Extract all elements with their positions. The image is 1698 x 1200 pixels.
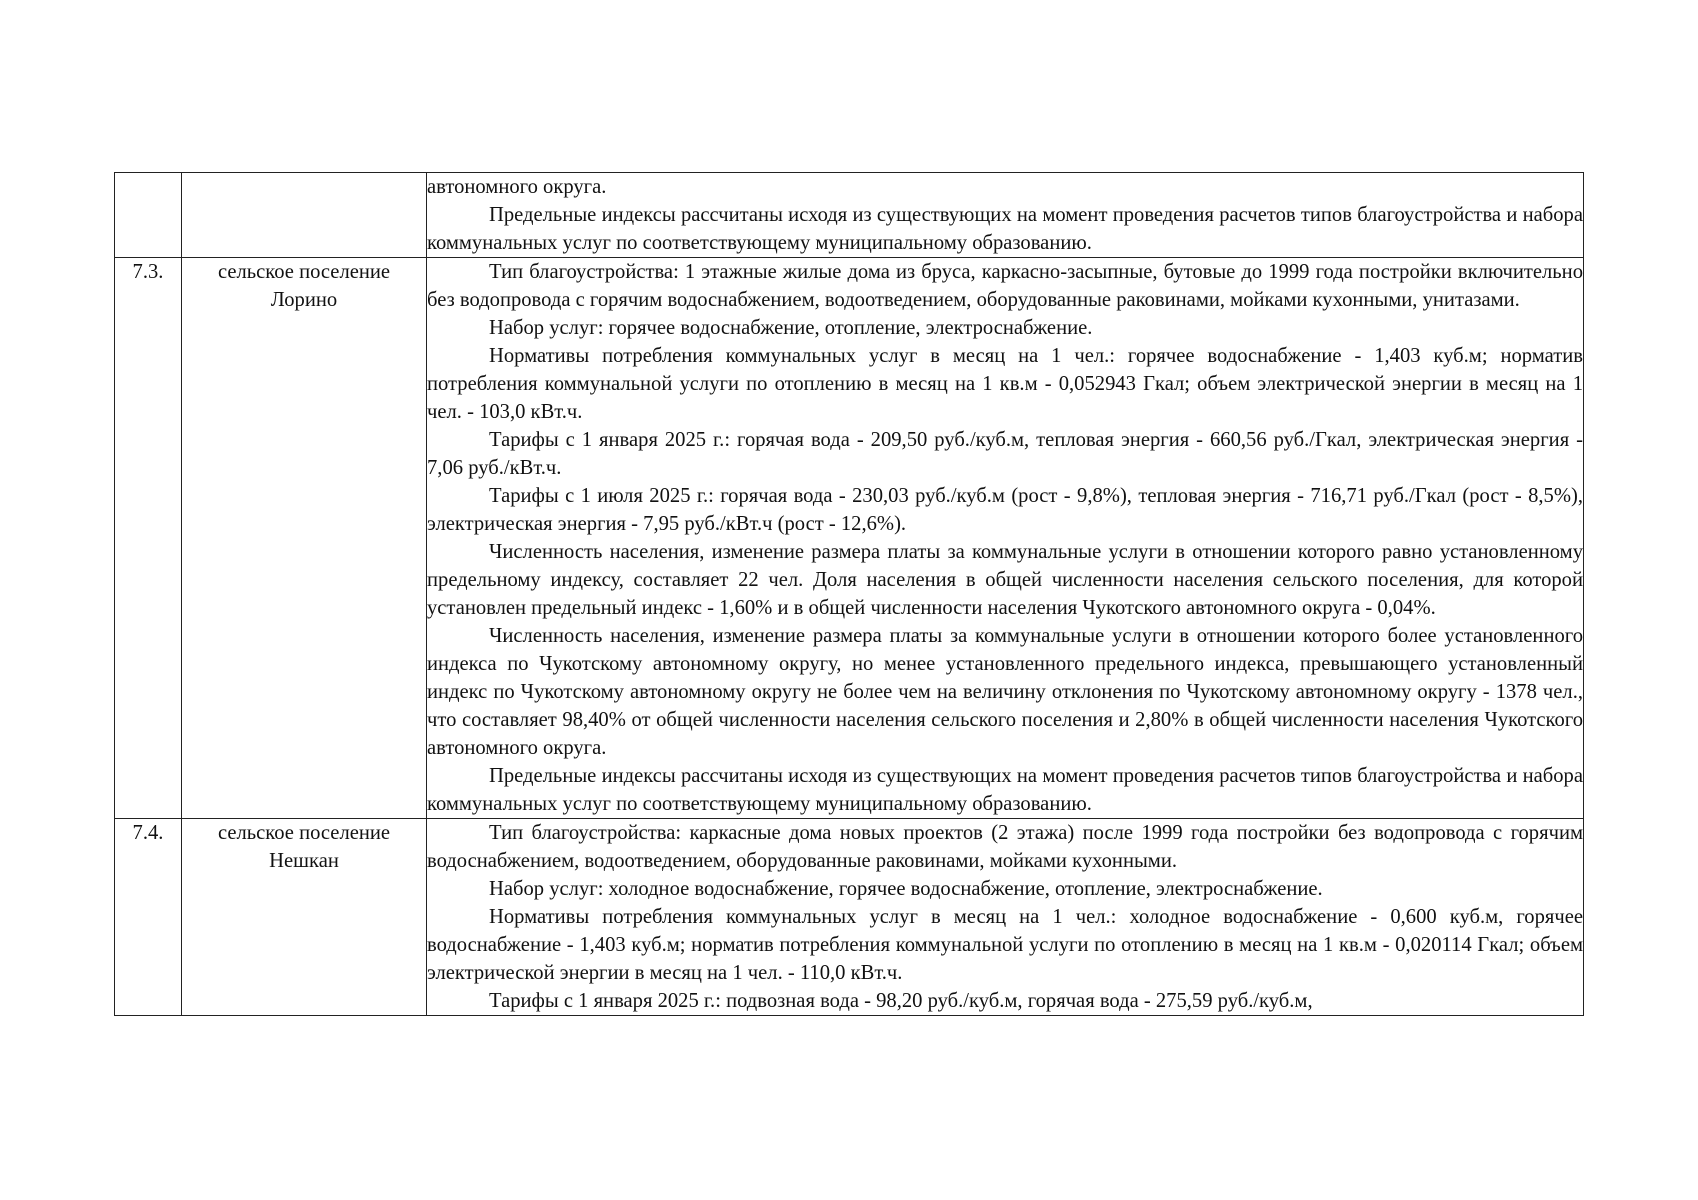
settlement-name-line: сельское поселение [217, 822, 391, 844]
paragraph: Предельные индексы рассчитаны исходя из существующих на момент проведения расчетов типов благоустройства и набора коммунальных услуг по соответствующему муниципальному образованию. [427, 204, 1583, 254]
table-row [115, 258, 1584, 819]
row-number: 7.4. [115, 819, 182, 1016]
document-table [114, 172, 1584, 1016]
paragraph: Предельные индексы рассчитаны исходя из существующих на момент проведения расчетов типов благоустройства и набора коммунальных услуг по соответствующему муниципальному образованию. [427, 765, 1583, 815]
paragraph: Тарифы с 1 января 2025 г.: подвозная вода - 98,20 руб./куб.м, горячая вода - 275,59 руб./куб.м, [489, 990, 1313, 1012]
paragraph: Нормативы потребления коммунальных услуг в месяц на 1 чел.: холодное водоснабжение - 0,600 куб.м, горячее водоснабжение - 1,403 куб.м; норматив потребления коммунальной услуги по отоплению в месяц на 1 кв.м - 0,020114 Гкал; объем электрической энергии в месяц на 1 чел. - 110,0 кВт.ч. [427, 906, 1583, 984]
description-cell [427, 258, 1584, 819]
settlement-name [182, 173, 427, 258]
settlement-name [182, 819, 427, 1016]
paragraph: Численность населения, изменение размера платы за коммунальные услуги в отношении которого более установленного индекса по Чукотскому автономному округу, но менее установленного предельного индекса, превышающего установленный индекс по Чукотскому автономному округу не более чем на величину отклонения по Чукотскому автономному округу - 1378 чел., что составляет 98,40% от общей численности населения сельского поселения и 2,80% в общей численности населения Чукотского автономного округа. [427, 625, 1583, 759]
description-cell [427, 819, 1584, 1016]
paragraph: Тарифы с 1 января 2025 г.: горячая вода - 209,50 руб./куб.м, тепловая энергия - 660,56 руб./Гкал, электрическая энергия - 7,06 руб./кВт.ч. [427, 429, 1583, 479]
paragraph: автономного округа. [427, 176, 607, 198]
paragraph: Тип благоустройства: каркасные дома новых проектов (2 этажа) после 1999 года постройки без водопровода с горячим водоснабжением, водоотведением, оборудованные раковинами, мойками кухонными. [427, 822, 1583, 872]
description-cell [427, 173, 1584, 258]
row-number: 7.3. [115, 258, 182, 819]
settlement-name-line: Нешкан [269, 850, 339, 872]
paragraph: Тип благоустройства: 1 этажные жилые дома из бруса, каркасно-засыпные, бутовые до 1999 года постройки включительно без водопровода с горячим водоснабжением, водоотведением, оборудованные раковинами, мойками кухонными, унитазами. [427, 261, 1583, 311]
paragraph: Численность населения, изменение размера платы за коммунальные услуги в отношении которого равно установленному предельному индексу, составляет 22 чел. Доля населения в общей численности населения сельского поселения, для которой установлен предельный индекс - 1,60% и в общей численности населения Чукотского автономного округа - 0,04%. [427, 541, 1583, 619]
paragraph: Тарифы с 1 июля 2025 г.: горячая вода - 230,03 руб./куб.м (рост - 9,8%), тепловая энергия - 716,71 руб./Гкал (рост - 8,5%), электрическая энергия - 7,95 руб./кВт.ч (рост - 12,6%). [427, 485, 1583, 535]
paragraph: Набор услуг: холодное водоснабжение, горячее водоснабжение, отопление, электроснабжение. [489, 878, 1323, 900]
row-number [115, 173, 182, 258]
settlement-name-line: Лорино [270, 289, 338, 311]
settlement-name-line: сельское поселение [217, 261, 391, 283]
paragraph: Нормативы потребления коммунальных услуг в месяц на 1 чел.: горячее водоснабжение - 1,403 куб.м; норматив потребления коммунальной услуги по отоплению в месяц на 1 кв.м - 0,052943 Гкал; объем электрической энергии в месяц на 1 чел. - 103,0 кВт.ч. [427, 345, 1583, 423]
table-row [115, 173, 1584, 258]
settlement-name [182, 258, 427, 819]
paragraph: Набор услуг: горячее водоснабжение, отопление, электроснабжение. [489, 317, 1093, 339]
table-row [115, 819, 1584, 1016]
